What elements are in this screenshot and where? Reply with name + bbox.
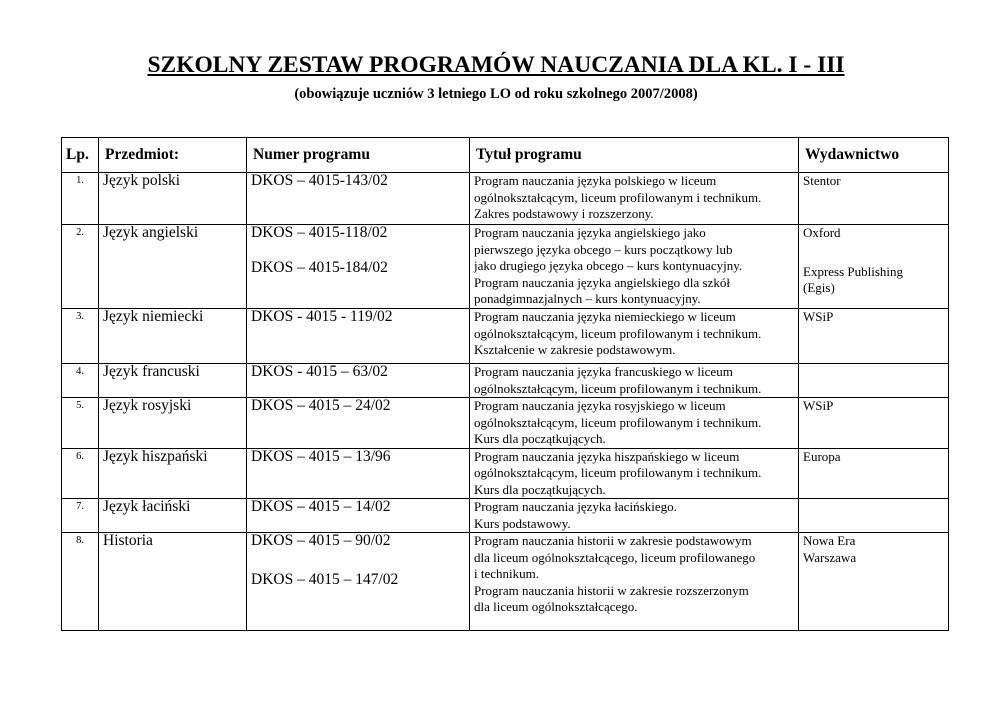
publisher-name: Europa	[803, 448, 841, 464]
row-number: 8.	[62, 533, 99, 631]
program-title-line: i technikum.	[474, 566, 539, 581]
program-number: DKOS – 4015-184/02	[251, 258, 388, 276]
publisher-cell	[799, 448, 949, 499]
table-row	[62, 398, 949, 449]
publisher-name: Oxford	[803, 225, 841, 240]
subject-cell: Język niemiecki	[99, 309, 247, 364]
program-number: DKOS – 4015-143/02	[251, 172, 388, 189]
program-title-line: Program nauczania języka angielskiego jako	[474, 225, 706, 240]
document-title: SZKOLNY ZESTAW PROGRAMÓW NAUCZANIA DLA KL. I - III	[147, 52, 845, 78]
document-subtitle: (obowiązuje uczniów 3 letniego LO od roku szkolnego 2007/2008)	[294, 86, 698, 102]
publisher-cell	[799, 225, 949, 309]
publisher-name: WSiP	[803, 398, 834, 413]
program-title-line: jako drugiego języka obcego – kurs kontynuacyjny.	[474, 258, 743, 273]
program-number: DKOS – 4015 – 90/02	[251, 532, 391, 549]
program-title-cell	[470, 309, 799, 364]
publisher-cell	[799, 364, 949, 398]
program-number: DKOS – 4015 – 14/02	[251, 498, 391, 515]
subject-cell: Język łaciński	[99, 499, 247, 533]
program-title-line: dla liceum ogólnokształcącego, liceum profilowanego	[474, 549, 756, 565]
program-title-line: pierwszego języka obcego – kurs początkowy lub	[474, 241, 733, 257]
row-number: 5.	[62, 398, 99, 449]
program-title-line: Program nauczania języka łacińskiego.	[474, 499, 677, 514]
program-title-cell	[470, 533, 799, 631]
table-row	[62, 309, 949, 364]
table-row	[62, 173, 949, 225]
table-row	[62, 448, 949, 499]
program-title-line: ogólnokształcącym, liceum profilowanym i technikum.	[474, 325, 762, 341]
program-number-cell	[247, 225, 470, 309]
subject-cell: Język francuski	[99, 364, 247, 398]
program-title-cell	[470, 364, 799, 398]
program-title-cell	[470, 173, 799, 225]
program-number-cell	[247, 309, 470, 364]
program-title-line: Kształcenie w zakresie podstawowym.	[474, 342, 676, 357]
subject-cell: Język hiszpański	[99, 448, 247, 499]
row-number: 6.	[62, 448, 99, 499]
publisher-cell	[799, 533, 949, 631]
publisher-cell	[799, 499, 949, 533]
program-title-line: ogólnokształcącym, liceum profilowanym i technikum.	[474, 189, 762, 205]
subject-cell: Język angielski	[99, 225, 247, 309]
table-row	[62, 225, 949, 309]
program-title-line: Program nauczania języka hiszpańskiego w liceum	[474, 448, 740, 464]
program-title-line: Zakres podstawowy i rozszerzony.	[474, 206, 654, 221]
program-number-cell	[247, 398, 470, 449]
publisher-name: Express Publishing	[803, 263, 904, 279]
program-number-cell	[247, 448, 470, 499]
program-number: DKOS – 4015 – 24/02	[251, 397, 391, 414]
publisher-name: Nowa Era	[803, 533, 856, 548]
program-title-line: ogólnokształcącym, liceum profilowanym i technikum.	[474, 380, 762, 396]
subject-cell: Język polski	[99, 173, 247, 225]
subject-cell: Historia	[99, 533, 247, 631]
program-number: DKOS – 4015 – 147/02	[251, 570, 399, 588]
program-number-cell	[247, 364, 470, 398]
program-title-line: dla liceum ogólnokształcącego.	[474, 599, 638, 614]
program-title-cell	[470, 225, 799, 309]
program-title-line: ogólnokształcącym, liceum profilowanym i technikum.	[474, 414, 762, 430]
row-number: 1.	[62, 173, 99, 225]
program-number: DKOS – 4015-118/02	[251, 224, 388, 241]
publisher-cell	[799, 173, 949, 225]
row-number: 2.	[62, 225, 99, 309]
publisher-cell	[799, 398, 949, 449]
publisher-cell	[799, 309, 949, 364]
column-header-program-title: Tytuł programu	[470, 138, 799, 173]
program-title-cell	[470, 448, 799, 499]
program-title-line: Program nauczania języka angielskiego dla szkół	[474, 274, 730, 290]
table-header-row	[62, 138, 949, 173]
program-number: DKOS - 4015 – 63/02	[251, 363, 388, 380]
program-title-line: ogólnokształcącym, liceum profilowanym i technikum.	[474, 465, 762, 480]
publisher-name: Stentor	[803, 173, 841, 188]
program-title-cell	[470, 499, 799, 533]
programs-table	[61, 137, 949, 631]
column-header-program-number: Numer programu	[247, 138, 470, 173]
table-row	[62, 533, 949, 631]
column-header-subject: Przedmiot:	[99, 138, 247, 173]
publisher-name: Warszawa	[803, 549, 857, 565]
column-header-publisher: Wydawnictwo	[799, 138, 949, 173]
table-row	[62, 499, 949, 533]
program-title-line: Kurs dla początkujących.	[474, 431, 606, 446]
column-header-lp: Lp.	[62, 138, 99, 173]
program-number-cell	[247, 173, 470, 225]
program-title-line: Program nauczania języka francuskiego w liceum	[474, 364, 733, 379]
program-number: DKOS – 4015 – 13/96	[251, 447, 391, 465]
row-number: 3.	[62, 309, 99, 364]
program-title-line: Program nauczania języka rosyjskiego w liceum	[474, 398, 726, 413]
program-title-line: Program nauczania historii w zakresie podstawowym	[474, 533, 752, 548]
program-title-line: ponadgimnazjalnych – kurs kontynuacyjny.	[474, 291, 701, 306]
program-title-line: Kurs podstawowy.	[474, 515, 571, 531]
program-title-line: Program nauczania historii w zakresie rozszerzonym	[474, 582, 749, 598]
program-number-cell	[247, 533, 470, 631]
publisher-name: (Egis)	[803, 280, 835, 295]
program-number: DKOS - 4015 - 119/02	[251, 308, 393, 325]
program-title-line: Kurs dla początkujących.	[474, 481, 606, 497]
row-number: 7.	[62, 499, 99, 533]
program-number-cell	[247, 499, 470, 533]
row-number: 4.	[62, 364, 99, 398]
publisher-name: WSiP	[803, 309, 834, 324]
subject-cell: Język rosyjski	[99, 398, 247, 449]
table-row	[62, 364, 949, 398]
program-title-line: Program nauczania języka polskiego w liceum	[474, 173, 717, 188]
program-title-line: Program nauczania języka niemieckiego w liceum	[474, 309, 736, 324]
program-title-cell	[470, 398, 799, 449]
